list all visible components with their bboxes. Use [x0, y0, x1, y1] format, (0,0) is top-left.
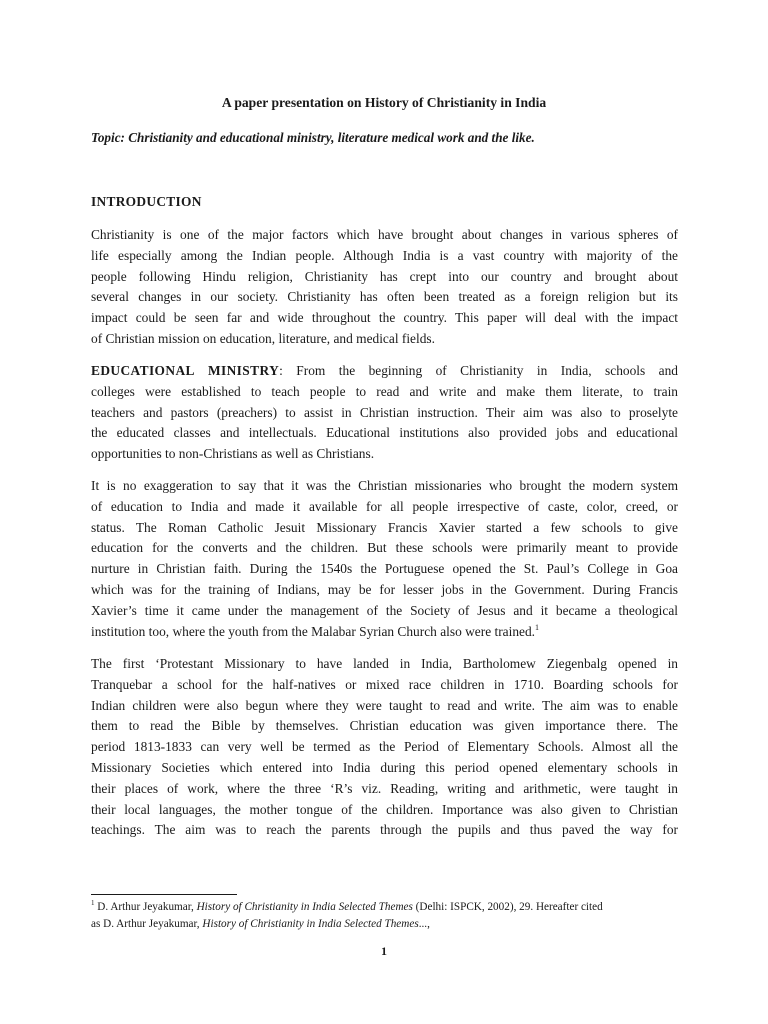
- page-number: 1: [381, 944, 387, 958]
- text-line: people following Hindu religion, Christianity has crept into our country and brought about: [91, 268, 678, 284]
- text-line: which was for the training of Indians, may be for lesser jobs in the Government. During Francis: [91, 581, 678, 597]
- footnote-line2-prefix: as D. Arthur Jeyakumar,: [91, 918, 203, 930]
- footnote-number: 1: [91, 899, 95, 907]
- text-line: opportunities to non-Christians as well as Christians.: [91, 446, 375, 462]
- text-line-content: institution too, where the youth from the Malabar Syrian Church also were trained.: [91, 623, 536, 639]
- footnote-author: D. Arthur Jeyakumar,: [94, 901, 197, 913]
- footnote-line: [91, 899, 691, 916]
- text-line: Indian children were also begun where they were taught to read and write. The aim was to enable: [91, 697, 678, 713]
- text-line: colleges were established to teach people to read and write and make them literate, to train: [91, 383, 678, 399]
- educational-ministry-paragraph: [91, 361, 678, 465]
- text-line: the educated classes and intellectuals. Educational institutions also provided jobs and educational: [91, 425, 678, 441]
- footnote-details: (Delhi: ISPCK, 2002), 29. Hereafter cited: [412, 901, 603, 913]
- text-line: several changes in our society. Christianity has often been treated as a foreign religion but its: [91, 289, 678, 305]
- text-line: their local languages, the mother tongue of the children. Importance was also given to Christian: [91, 801, 678, 817]
- text-line: Missionary Societies which entered into India during this period opened elementary schools in: [91, 759, 678, 775]
- footnote-line: [91, 916, 691, 933]
- paper-title: A paper presentation on History of Christianity in India: [221, 95, 547, 110]
- footnote: [91, 899, 691, 933]
- text-line: It is no exaggeration to say that it was the Christian missionaries who brought the modern system: [91, 478, 678, 493]
- text-line: them to read the Bible by themselves. Christian education was given importance there. The: [91, 718, 678, 734]
- text-line: life especially among the Indian people. Although India is a vast country with majority of the: [91, 247, 678, 263]
- text-line: of Christian mission on education, literature, and medical fields.: [91, 330, 435, 346]
- educational-ministry-first-line: : From the beginning of Christianity in India, schools and: [279, 363, 678, 378]
- introduction-paragraph: [91, 225, 678, 350]
- body-paragraph-3: [91, 476, 678, 642]
- footnote-book-title: History of Christianity in India Selected Themes: [196, 901, 413, 913]
- text-line: nurture in Christian faith. During the 1540s the Portuguese opened the St. Paul’s College in Goa: [91, 561, 678, 577]
- text-line: Christianity is one of the major factors which have brought about changes in various spheres of: [91, 227, 678, 242]
- footnote-separator: [91, 894, 237, 895]
- footnote-line2-suffix: ...,: [418, 918, 430, 930]
- text-line: impact could be seen far and wide throughout the country. This paper will deal with the impact: [91, 310, 678, 326]
- introduction-heading: INTRODUCTION: [91, 194, 202, 209]
- text-line: [91, 361, 678, 382]
- text-line: their places of work, where the three ‘R’s viz. Reading, writing and arithmetic, were taught in: [91, 780, 678, 796]
- text-line: period 1813-1833 can very well be termed as the Period of Elementary Schools. Almost all the: [91, 739, 678, 755]
- text-line: The first ‘Protestant Missionary to have landed in India, Bartholomew Ziegenbalg opened in: [91, 656, 678, 671]
- paper-topic: Topic: Christianity and educational ministry, literature medical work and the like.: [91, 130, 535, 145]
- text-line: status. The Roman Catholic Jesuit Missionary Francis Xavier started a few schools to give: [91, 519, 678, 535]
- text-line: Tranquebar a school for the half-natives or mixed race children in 1710. Boarding schools for: [91, 676, 678, 692]
- text-line: education for the converts and the children. But these schools were primarily meant to provide: [91, 540, 678, 556]
- text-line: teachings. The aim was to reach the parents through the pupils and thus paved the way for: [91, 822, 678, 838]
- text-line: teachers and pastors (preachers) to assist in Christian instruction. Their aim was also to proselyte: [91, 404, 678, 420]
- body-paragraph-4: [91, 654, 678, 841]
- footnote-reference[interactable]: 1: [535, 622, 540, 632]
- text-line: [91, 622, 678, 643]
- educational-ministry-heading: EDUCATIONAL MINISTRY: [91, 363, 280, 378]
- footnote-line2-title: History of Christianity in India Selected Themes: [202, 918, 419, 930]
- text-line: Xavier’s time it came under the management of the Society of Jesus and it became a theological: [91, 602, 678, 618]
- text-line: of education to India and made it available for all people irrespective of caste, color, creed, or: [91, 498, 678, 514]
